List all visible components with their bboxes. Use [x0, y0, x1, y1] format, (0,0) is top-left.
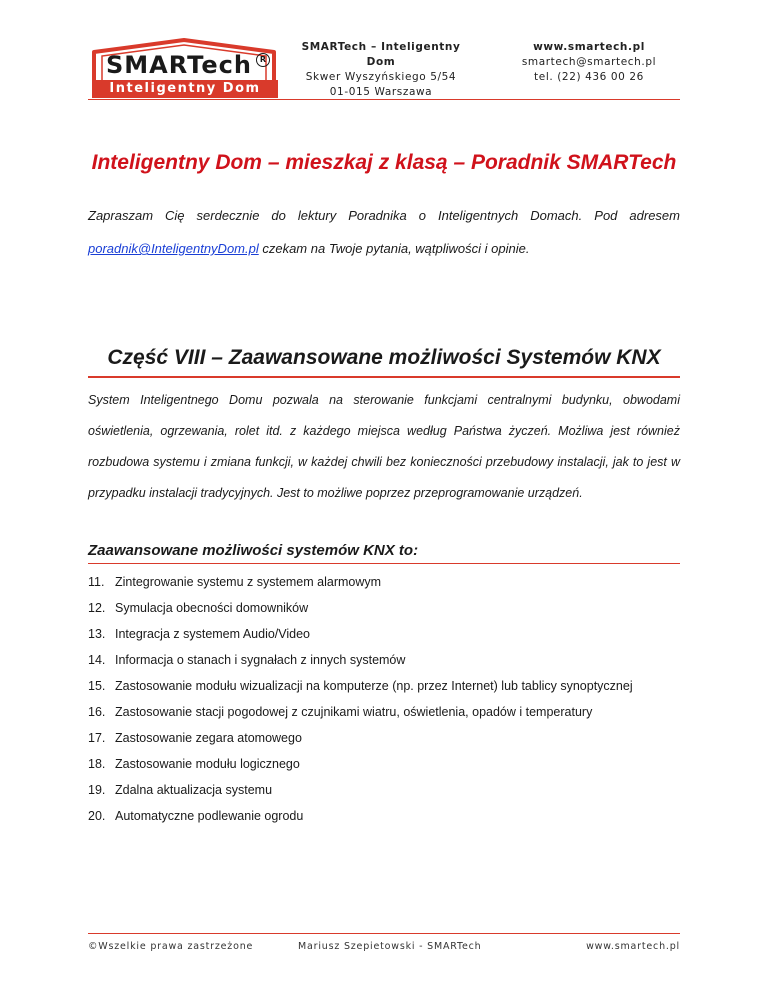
list-item-text: Automatyczne podlewanie ogrodu — [115, 809, 304, 823]
list-item-number: 15. — [88, 679, 106, 693]
list-item-text: Zastosowanie modułu logicznego — [115, 757, 300, 771]
list-item-number: 12. — [88, 601, 106, 615]
email-link[interactable]: poradnik@InteligentnyDom.pl — [88, 241, 259, 256]
list-item-number: 11. — [88, 575, 105, 589]
company-contact — [498, 40, 680, 85]
list-item — [88, 725, 688, 751]
company-street: Skwer Wyszyńskiego 5/54 — [305, 71, 457, 83]
list-item-text: Zdalna aktualizacja systemu — [115, 783, 273, 797]
page-title: Inteligentny Dom – mieszkaj z klasą – Poradnik SMARTech — [91, 151, 677, 174]
list-item-number: 19. — [88, 783, 106, 797]
list-item-text: Integracja z systemem Audio/Video — [115, 627, 311, 641]
list-item-text: Zastosowanie zegara atomowego — [115, 731, 302, 745]
company-name: SMARTech – Inteligentny Dom — [301, 41, 461, 68]
company-city: 01-015 Warszawa — [329, 86, 433, 98]
list-item — [88, 647, 688, 673]
list-item-text: Zastosowanie stacji pogodowej z czujnikami wiatru, oświetlenia, opadów i temperatury — [115, 705, 593, 719]
list-item — [88, 595, 688, 621]
list-item-number: 17. — [88, 731, 106, 745]
section-body: System Inteligentnego Domu pozwala na sterowanie funkcjami centralnymi budynku, obwodami oświetlenia, ogrzewania, rolet itd. z każdego miejsca według Państwa życzeń. Możliwa jest również rozbudowa systemu i zmiana funkcji, w każdej chwili bez konieczności przebudowy instalacji, jak to jest w przypadku instalacji tradycyjnych. Jest to możliwe poprzez przeprogramowanie urządzeń. — [88, 393, 680, 500]
list-item — [88, 569, 688, 595]
list-item — [88, 803, 688, 829]
footer-author: Mariusz Szepietowski - SMARTech — [298, 941, 482, 952]
list-item — [88, 751, 688, 777]
list-item-number: 20. — [88, 809, 106, 823]
intro-text-after: czekam na Twoje pytania, wątpliwości i opinie. — [258, 241, 530, 256]
list-item-number: 18. — [88, 757, 106, 771]
company-address — [288, 40, 474, 100]
intro-paragraph — [88, 199, 680, 265]
list-item-number: 14. — [88, 653, 106, 667]
header-divider — [88, 99, 680, 100]
smartech-logo — [88, 36, 283, 98]
features-heading-divider — [88, 563, 680, 564]
page-footer — [88, 939, 680, 955]
list-item — [88, 673, 688, 699]
features-heading: Zaawansowane możliwości systemów KNX to: — [88, 542, 419, 559]
contact-phone: tel. (22) 436 00 26 — [534, 71, 644, 83]
list-item-number: 13. — [88, 627, 106, 641]
list-item-text: Zastosowanie modułu wizualizacji na komputerze (np. przez Internet) lub tablicy synoptycznej — [115, 679, 633, 693]
features-list — [88, 569, 688, 829]
logo-brand-text: SMARTech — [106, 51, 252, 79]
list-item-text: Symulacja obecności domowników — [115, 601, 309, 615]
list-item — [88, 621, 688, 647]
footer-website: www.smartech.pl — [586, 941, 680, 952]
contact-email: smartech@smartech.pl — [521, 56, 657, 68]
contact-website: www.smartech.pl — [533, 41, 645, 53]
footer-copyright: ©Wszelkie prawa zastrzeżone — [88, 941, 254, 952]
list-item — [88, 777, 688, 803]
intro-text-before: Zapraszam Cię serdecznie do lektury Poradnika o Inteligentnych Domach. Pod adresem — [88, 208, 680, 223]
logo-subtitle: Inteligentny Dom — [92, 80, 278, 98]
list-item-number: 16. — [88, 705, 106, 719]
section-title: Część VIII – Zaawansowane możliwości Systemów KNX — [107, 346, 661, 369]
list-item — [88, 699, 688, 725]
list-item-text: Informacja o stanach i sygnałach z innych systemów — [115, 653, 406, 667]
section-divider — [88, 376, 680, 378]
registered-mark-icon: R — [256, 53, 270, 67]
footer-divider — [88, 933, 680, 934]
page-header — [88, 36, 680, 100]
list-item-text: Zintegrowanie systemu z systemem alarmowym — [115, 575, 382, 589]
